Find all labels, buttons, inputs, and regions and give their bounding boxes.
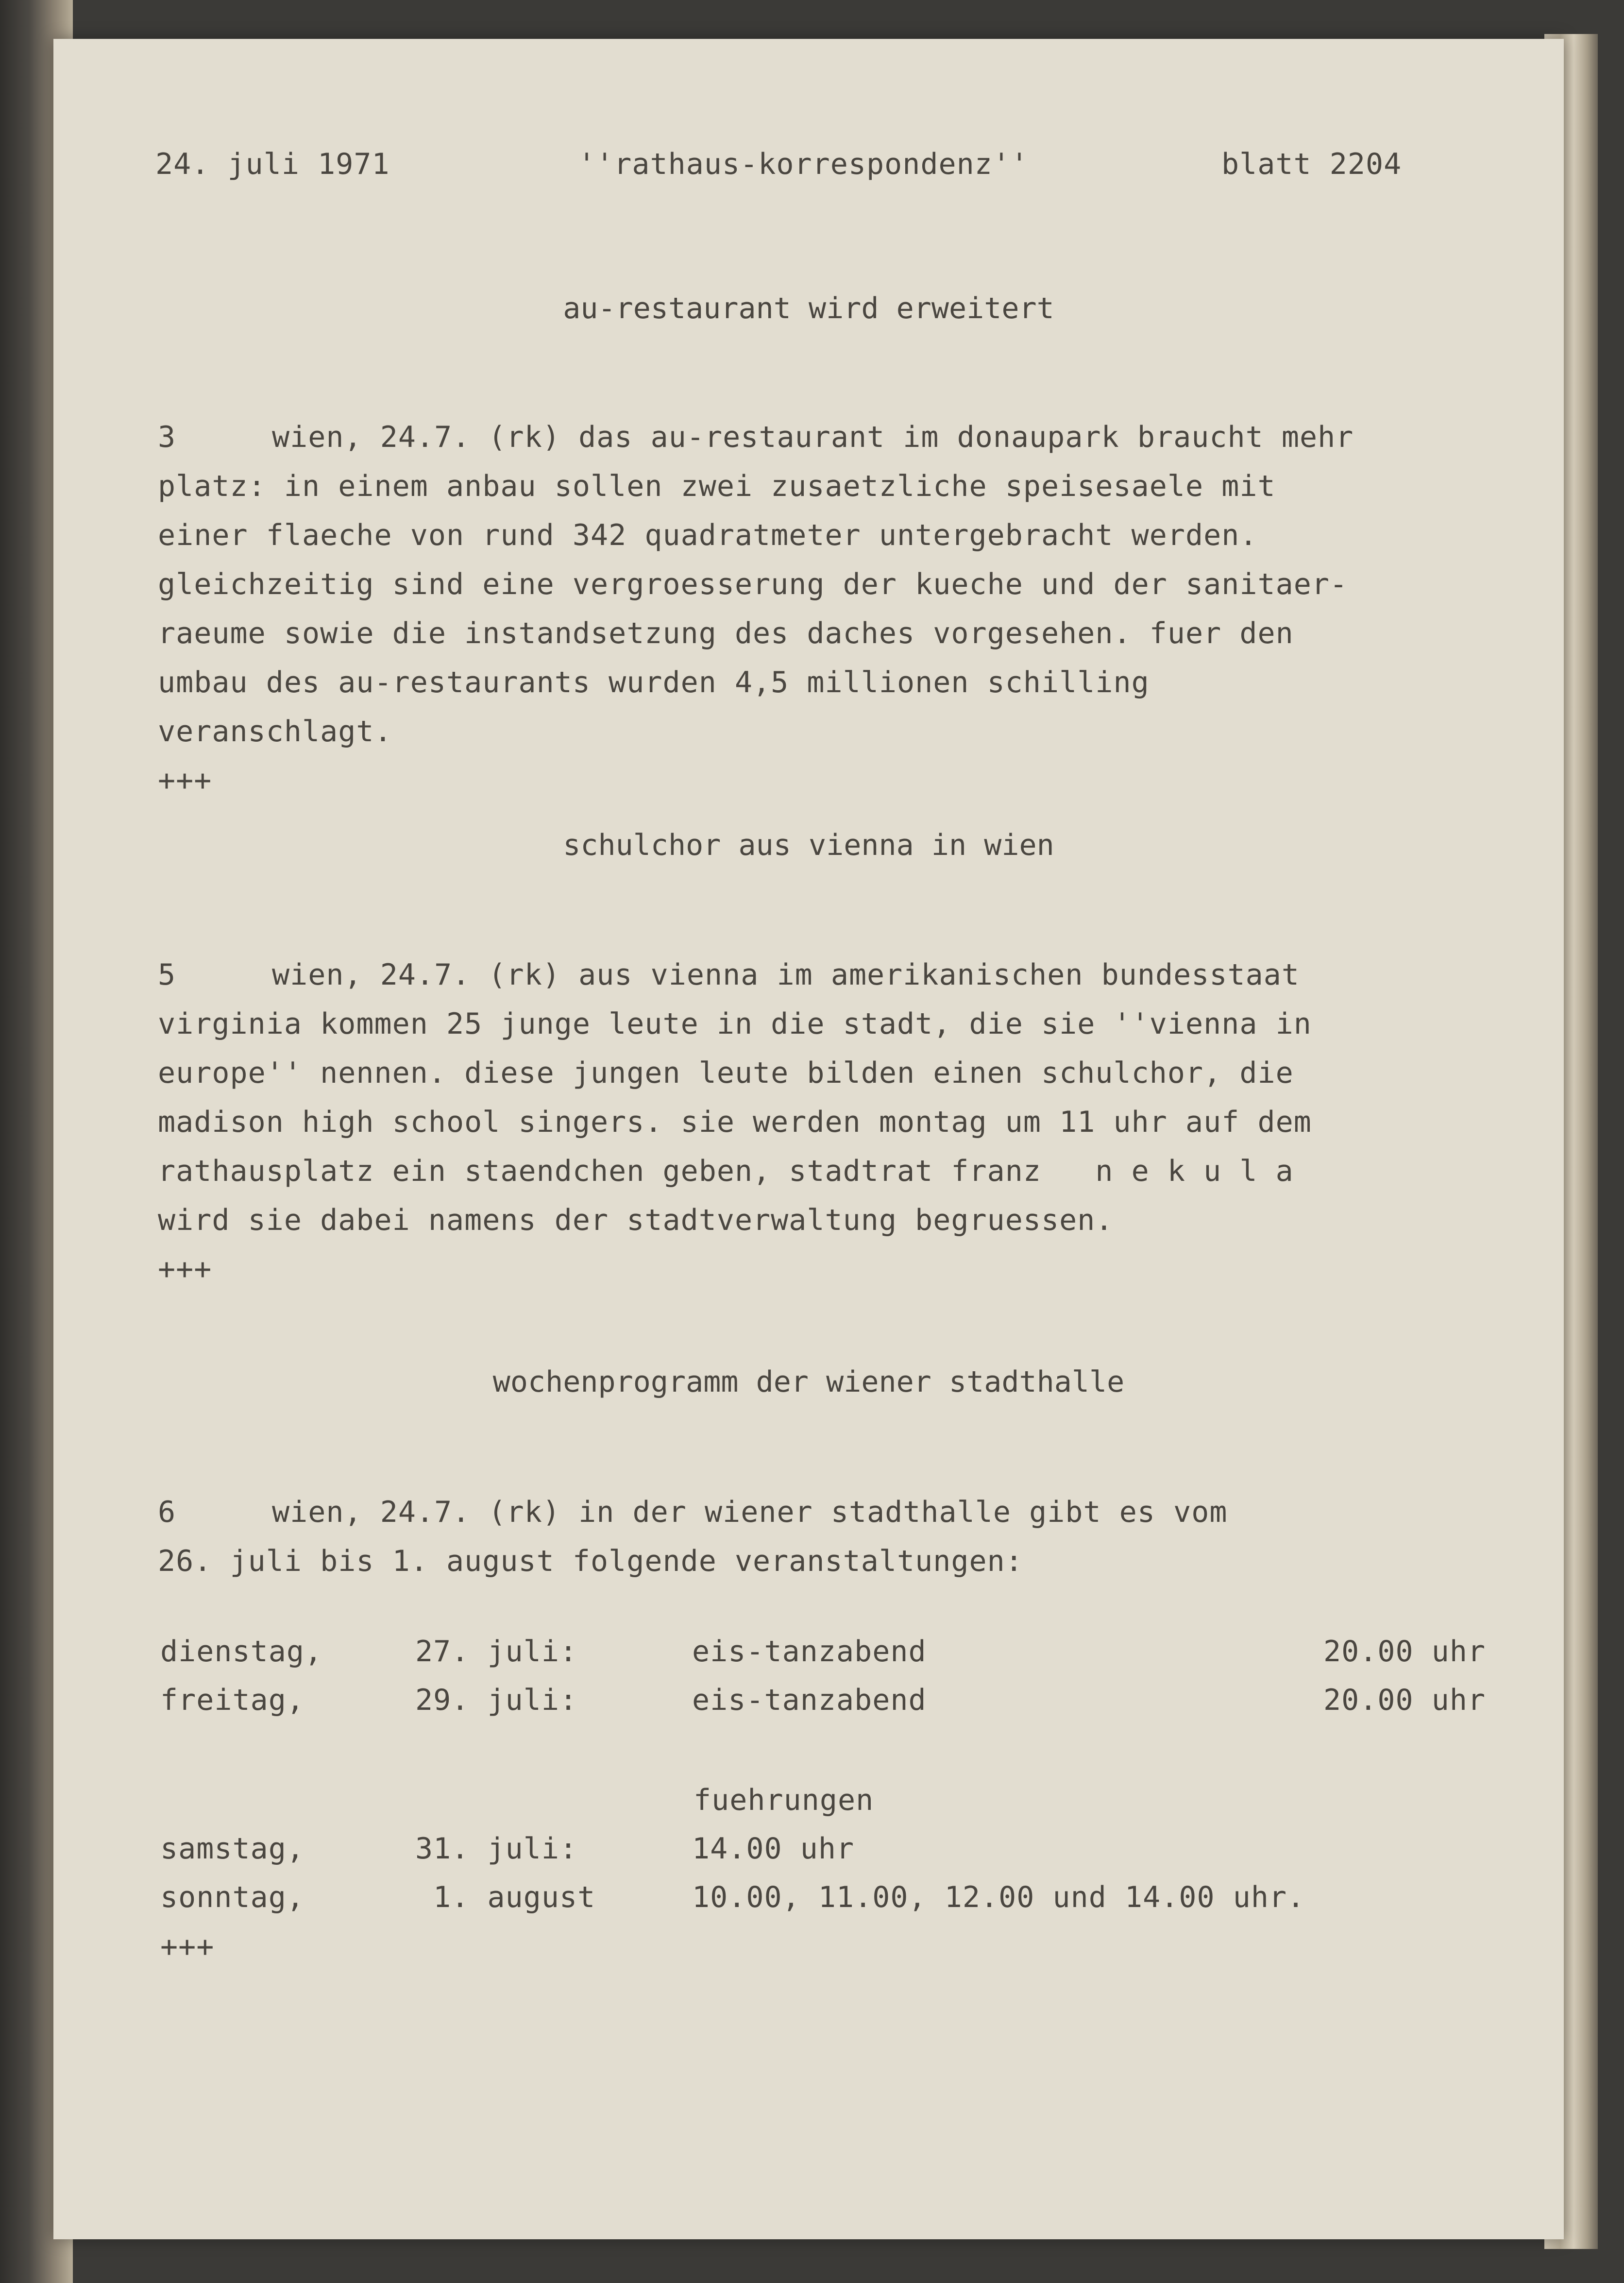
tour-date: 1. august <box>415 1880 596 1914</box>
document-page <box>53 39 1564 2239</box>
article-line: gleichzeitig sind eine vergroesserung der kueche und der sanitaer- <box>158 567 1348 601</box>
schedule-event: eis-tanzabend <box>692 1635 927 1669</box>
article-line: europe'' nennen. diese jungen leute bilden einen schulchor, die <box>158 1056 1294 1090</box>
schedule-date: 27. juli: <box>415 1635 578 1669</box>
schedule-time: 20.00 uhr <box>1323 1683 1486 1717</box>
schedule-day: freitag, <box>160 1683 304 1717</box>
article-title: au-restaurant wird erweitert <box>563 291 1054 325</box>
article-line: platz: in einem anbau sollen zwei zusaetzliche speisesaele mit <box>158 469 1276 503</box>
header-publication: ''rathaus-korrespondenz'' <box>578 147 1029 181</box>
tour-times: 10.00, 11.00, 12.00 und 14.00 uhr. <box>692 1880 1305 1914</box>
article-line: veranschlagt. <box>158 715 392 749</box>
article-line: 26. juli bis 1. august folgende veranstaltungen: <box>158 1544 1023 1578</box>
article-title: wochenprogramm der wiener stadthalle <box>492 1365 1125 1399</box>
tour-date: 31. juli: <box>415 1832 578 1866</box>
tour-day: samstag, <box>160 1832 304 1866</box>
article-line: wird sie dabei namens der stadtverwaltung begruessen. <box>158 1203 1114 1237</box>
article-line: virginia kommen 25 junge leute in die stadt, die sie ''vienna in <box>158 1007 1312 1041</box>
article-line: rathausplatz ein staendchen geben, stadtrat franz n e k u l a <box>158 1154 1294 1188</box>
article-number: 6 <box>158 1495 176 1529</box>
article-body <box>158 951 1542 1294</box>
tour-day: sonntag, <box>160 1880 304 1914</box>
article-line: madison high school singers. sie werden montag um 11 uhr auf dem <box>158 1105 1312 1139</box>
end-mark: +++ <box>160 1930 215 1964</box>
end-mark: +++ <box>158 764 212 798</box>
article-line: einer flaeche von rund 342 quadratmeter untergebracht werden. <box>158 518 1258 552</box>
end-mark: +++ <box>158 1252 212 1286</box>
article-line: wien, 24.7. (rk) aus vienna im amerikanischen bundesstaat <box>272 958 1300 992</box>
schedule-date: 29. juli: <box>415 1683 578 1717</box>
article-line: raeume sowie die instandsetzung des daches vorgesehen. fuer den <box>158 616 1294 650</box>
schedule-event: eis-tanzabend <box>692 1683 927 1717</box>
article-body <box>158 1488 1542 1586</box>
tours-heading: fuehrungen <box>694 1783 874 1817</box>
article-line: wien, 24.7. (rk) das au-restaurant im donaupark braucht mehr <box>272 420 1354 454</box>
schedule-time: 20.00 uhr <box>1323 1635 1486 1669</box>
schedule-day: dienstag, <box>160 1635 323 1669</box>
article-number: 3 <box>158 420 176 454</box>
article-line: umbau des au-restaurants wurden 4,5 millionen schilling <box>158 665 1150 699</box>
header-date: 24. juli 1971 <box>155 147 390 181</box>
tour-times: 14.00 uhr <box>692 1832 855 1866</box>
article-number: 5 <box>158 958 176 992</box>
article-line: wien, 24.7. (rk) in der wiener stadthalle gibt es vom <box>272 1495 1228 1529</box>
header-sheet: blatt 2204 <box>1221 147 1402 181</box>
article-title: schulchor aus vienna in wien <box>563 828 1054 862</box>
article-body <box>158 413 1542 805</box>
